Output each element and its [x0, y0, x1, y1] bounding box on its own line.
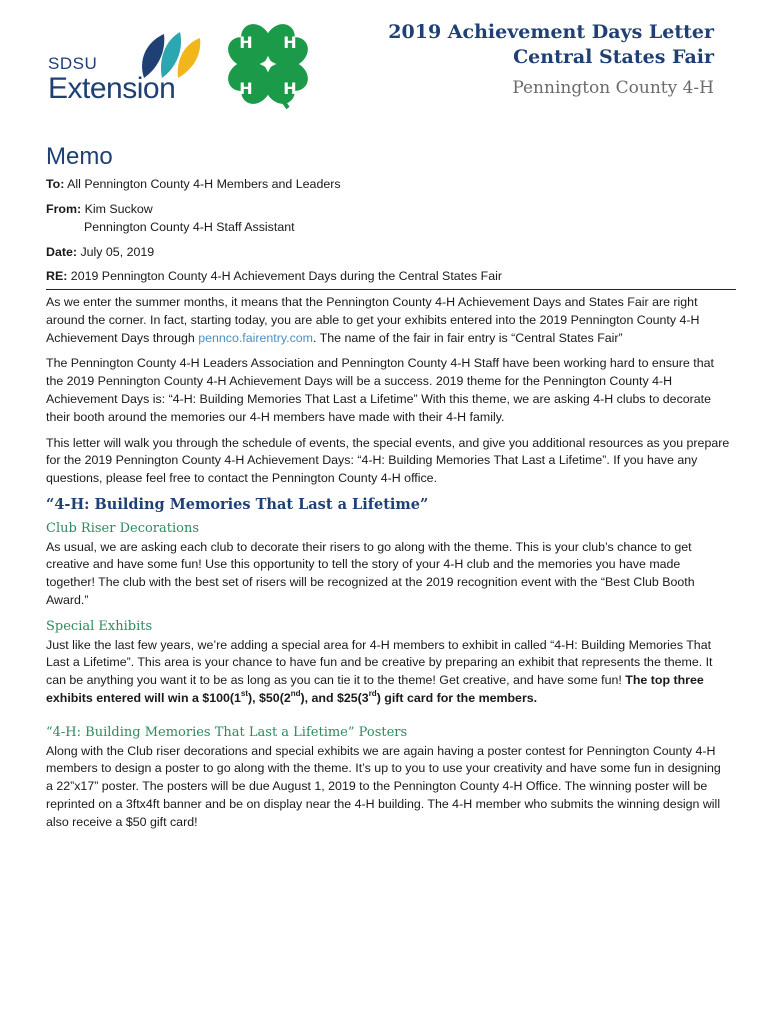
date-value: July 05, 2019	[80, 245, 155, 259]
header-title-line2: Central States Fair	[513, 46, 714, 68]
from-label: From:	[46, 202, 82, 216]
posters-text: Along with the Club riser decorations and special exhibits we are again having a poster contest for Pennington County 4-H members to design a poster to go along with the theme. It’s up to you to use your creativity and have some fun in designing a 22”x17” poster. The posters will be due August 1, 2019 to the Pennington County 4-H Office. The winning poster will be reprinted on a 3ftx4ft banner and be on display near the 4-H building. The 4-H member who submits the winning design will also receive a $50 gift card!	[46, 743, 721, 829]
memo-to	[46, 176, 341, 192]
posters-heading: “4-H: Building Memories That Last a Lifetime” Posters	[46, 724, 408, 740]
special-exhibits-text	[46, 637, 730, 708]
special-exhibits-heading: Special Exhibits	[46, 618, 153, 634]
letter-body	[46, 294, 730, 840]
letter-header	[388, 20, 714, 98]
re-value: 2019 Pennington County 4-H Achievement Days during the Central States Fair	[70, 269, 502, 283]
prize-text: The top three exhibits entered will win a $100(1st), $50(2nd), and $25(3rd) gift card for the members.	[46, 673, 704, 705]
intro-text: As we enter the summer months, it means that the Pennington County 4-H Achievement Days and States Fair are right around the corner. In fact, starting today, you are able to get your exhibits entered into the 2019 Pennington County 4-H Achievement Days through	[46, 295, 700, 345]
to-value: All Pennington County 4-H Members and Leaders	[67, 177, 341, 191]
riser-text: As usual, we are asking each club to decorate their risers to go along with the theme. This is your club’s chance to get creative and have some fun! Use this opportunity to tell the story of your 4-H club and the memories you have made together! The club with the best set of risers will be recognized at the 2019 recognition event with the “Best Club Booth Award.”	[46, 539, 695, 607]
sdsu-extension-logo	[48, 30, 208, 110]
re-label: RE:	[46, 269, 68, 283]
header-subtitle: Pennington County 4-H	[512, 78, 714, 98]
special-text: Just like the last few years, we’re adding a special area for 4-H members to exhibit in called “4-H: Building Memories That Last a Lifetime”. This area is your chance to have fun and be creative by preparing an exhibit that represents the theme. It can be anything you want it to be as long as you can tie it to the theme! Get creative, and have some fun!	[46, 637, 713, 688]
memo-divider	[46, 289, 736, 290]
date-label: Date:	[46, 245, 77, 259]
paragraph-intro	[46, 294, 730, 347]
paragraph-overview: This letter will walk you through the schedule of events, the special events, and give you additional resources as you prepare for the 2019 Pennington County 4-H Achievement Days: “4-H: Building Memories That Last a Lifetime”. If you have any questions, please feel free to contact the Pennington County 4-H office.	[46, 435, 730, 486]
memo-title: Memo	[46, 143, 113, 170]
fairentry-link[interactable]: pennco.fairentry.com	[198, 330, 314, 345]
riser-heading: Club Riser Decorations	[46, 520, 200, 536]
svg-text:H: H	[239, 79, 253, 98]
svg-text:H: H	[283, 33, 297, 52]
memo-re	[46, 268, 502, 284]
to-label: To:	[46, 177, 65, 191]
memo-from-title	[46, 219, 295, 235]
from-value-title: Pennington County 4-H Staff Assistant	[84, 220, 295, 234]
svg-text:H: H	[283, 79, 297, 98]
svg-text:H: H	[239, 33, 253, 52]
extension-wordmark: Extension	[48, 72, 176, 105]
paragraph-theme: The Pennington County 4-H Leaders Association and Pennington County 4-H Staff have been working hard to ensure that the 2019 Pennington County 4-H Achievement Days will be a success. 2019 theme for the Pennington County 4-H Achievement Days is: “4-H: Building Memories That Last a Lifetime” With this theme, we are asking 4-H clubs to decorate their booth around the memories our 4-H members have made with their 4-H family.	[46, 356, 714, 424]
header-title-line1: 2019 Achievement Days Letter	[388, 21, 714, 43]
from-value: Kim Suckow	[84, 202, 153, 216]
sdsu-wordmark: SDSU	[48, 54, 98, 73]
intro-text-end: . The name of the fair in fair entry is “Central States Fair”	[313, 330, 623, 345]
four-h-clover-icon	[216, 12, 320, 116]
memo-date	[46, 244, 154, 260]
theme-heading: “4-H: Building Memories That Last a Lifetime”	[46, 495, 429, 513]
memo-from	[46, 201, 153, 217]
